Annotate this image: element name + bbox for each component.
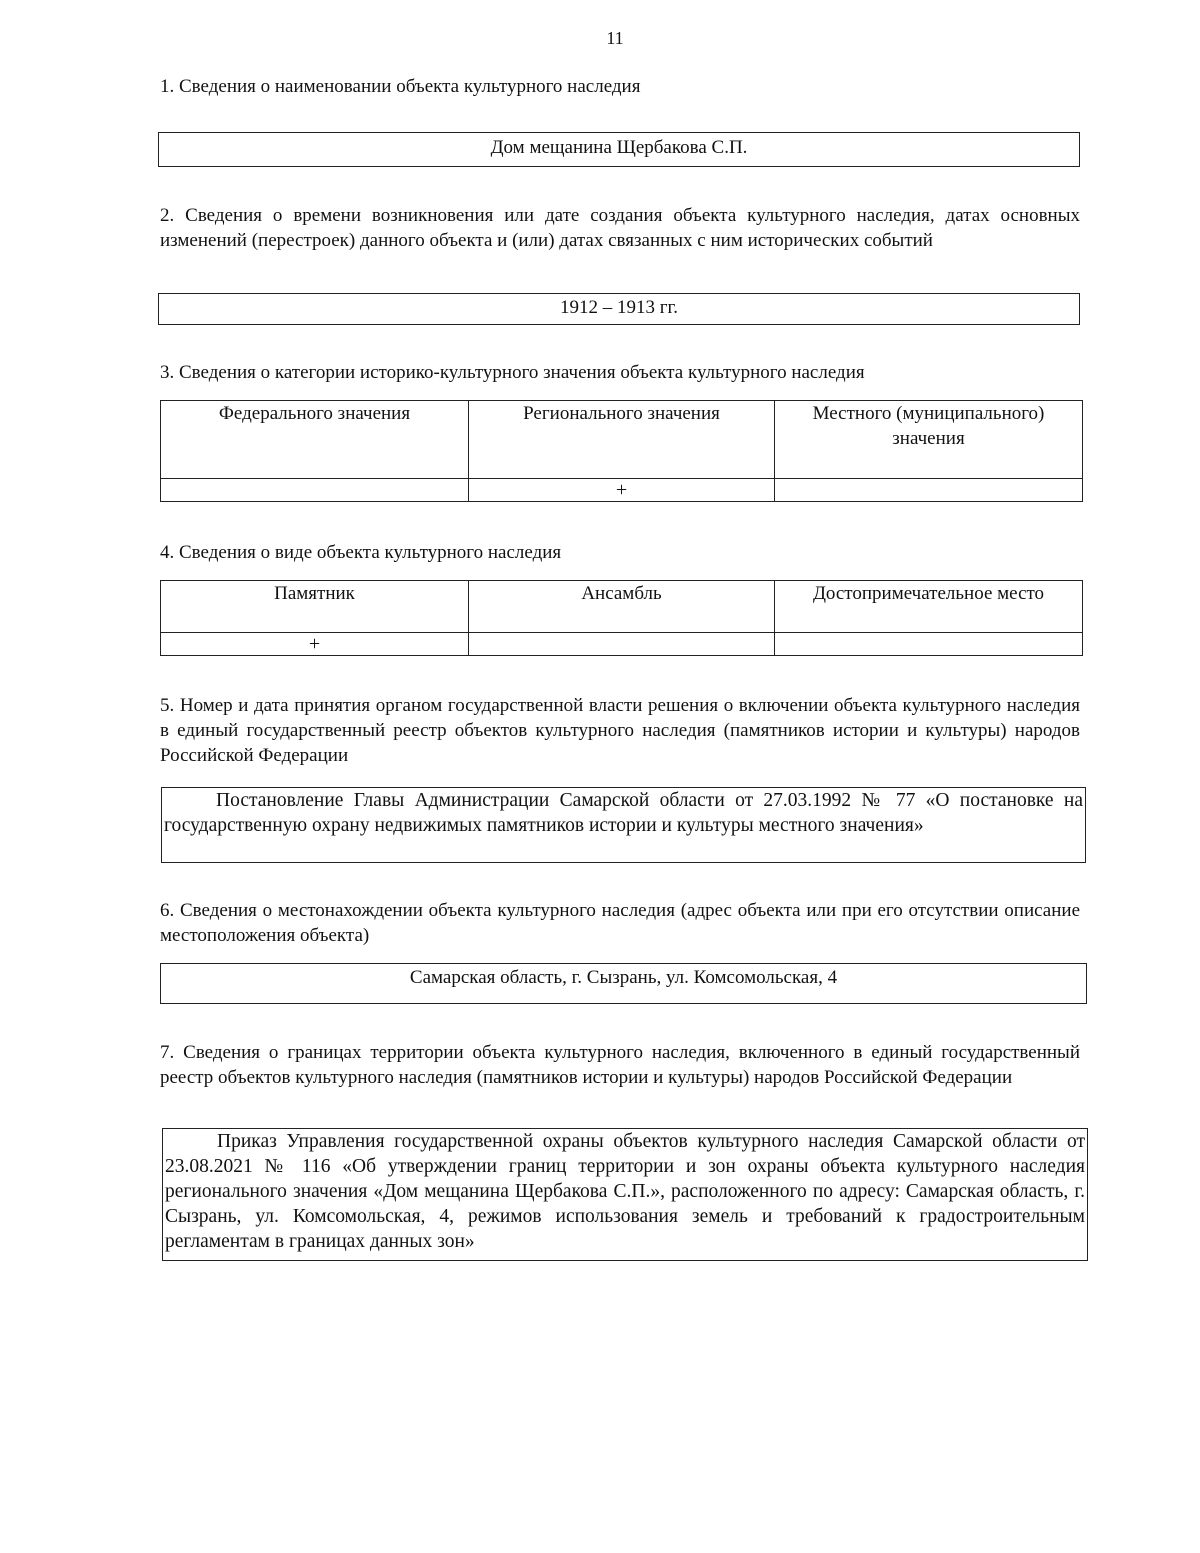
page-number: 11 [606,28,624,48]
registry-decision-box [161,787,1086,863]
object-name-value: Дом мещанина Щербакова С.П. [490,137,748,158]
category-federal-header: Федерального значения [161,401,469,479]
creation-date-value: 1912 – 1913 гг. [560,297,678,318]
type-landmark-mark [775,633,1083,656]
category-local-header: Местного (муниципального) значения [775,401,1083,479]
section-4-heading: 4. Сведения о виде объекта культурного наследия [160,542,562,563]
section-3-heading: 3. Сведения о категории историко-культурного значения объекта культурного наследия [160,362,865,383]
significance-category-table [160,400,1083,502]
type-ensemble-mark [469,633,775,656]
section-5-heading: 5. Номер и дата принятия органом государственной власти решения о включении объекта культурного наследия в единый государственный реестр объектов культурного наследия (памятников истории и культуры) народов Российской Федерации [160,695,1080,766]
creation-date-box [158,293,1080,325]
type-ensemble-header: Ансамбль [469,581,775,633]
section-7-heading: 7. Сведения о границах территории объекта культурного наследия, включенного в единый государственный реестр объектов культурного наследия (памятников истории и культуры) народов Российской Федерации [160,1042,1080,1088]
type-monument-header: Памятник [161,581,469,633]
object-name-box [158,132,1080,167]
boundaries-order-box [162,1128,1088,1261]
boundaries-order-text: Приказ Управления государственной охраны объектов культурного наследия Самарской области от 23.08.2021 № 116 «Об утверждении границ территории и зон охраны объекта культурного наследия регионального значения «Дом мещанина Щербакова С.П.», расположенного по адресу: Самарская область, г. Сызрань, ул. Комсомольская, 4, режимов использования земель и требований к градостроительным регламентам в границах данных зон» [165,1131,1085,1252]
section-6-heading: 6. Сведения о местонахождении объекта культурного наследия (адрес объекта или при его отсутствии описание местоположения объекта) [160,900,1080,946]
category-regional-header: Регионального значения [469,401,775,479]
registry-decision-text: Постановление Главы Администрации Самарской области от 27.03.1992 № 77 «О постановке на государственную охрану недвижимых памятников истории и культуры местного значения» [164,790,1083,836]
section-1-heading: 1. Сведения о наименовании объекта культурного наследия [160,76,641,97]
location-value: Самарская область, г. Сызрань, ул. Комсомольская, 4 [409,967,838,988]
type-landmark-header: Достопримечательное место [775,581,1083,633]
location-box [160,963,1087,1004]
category-federal-mark [161,479,469,502]
category-local-mark [775,479,1083,502]
object-type-table [160,580,1083,656]
type-monument-mark: + [161,633,469,656]
section-2-heading: 2. Сведения о времени возникновения или дате создания объекта культурного наследия, датах основных изменений (перестроек) данного объекта и (или) датах связанных с ним исторических событий [160,205,1080,251]
category-regional-mark: + [469,479,775,502]
